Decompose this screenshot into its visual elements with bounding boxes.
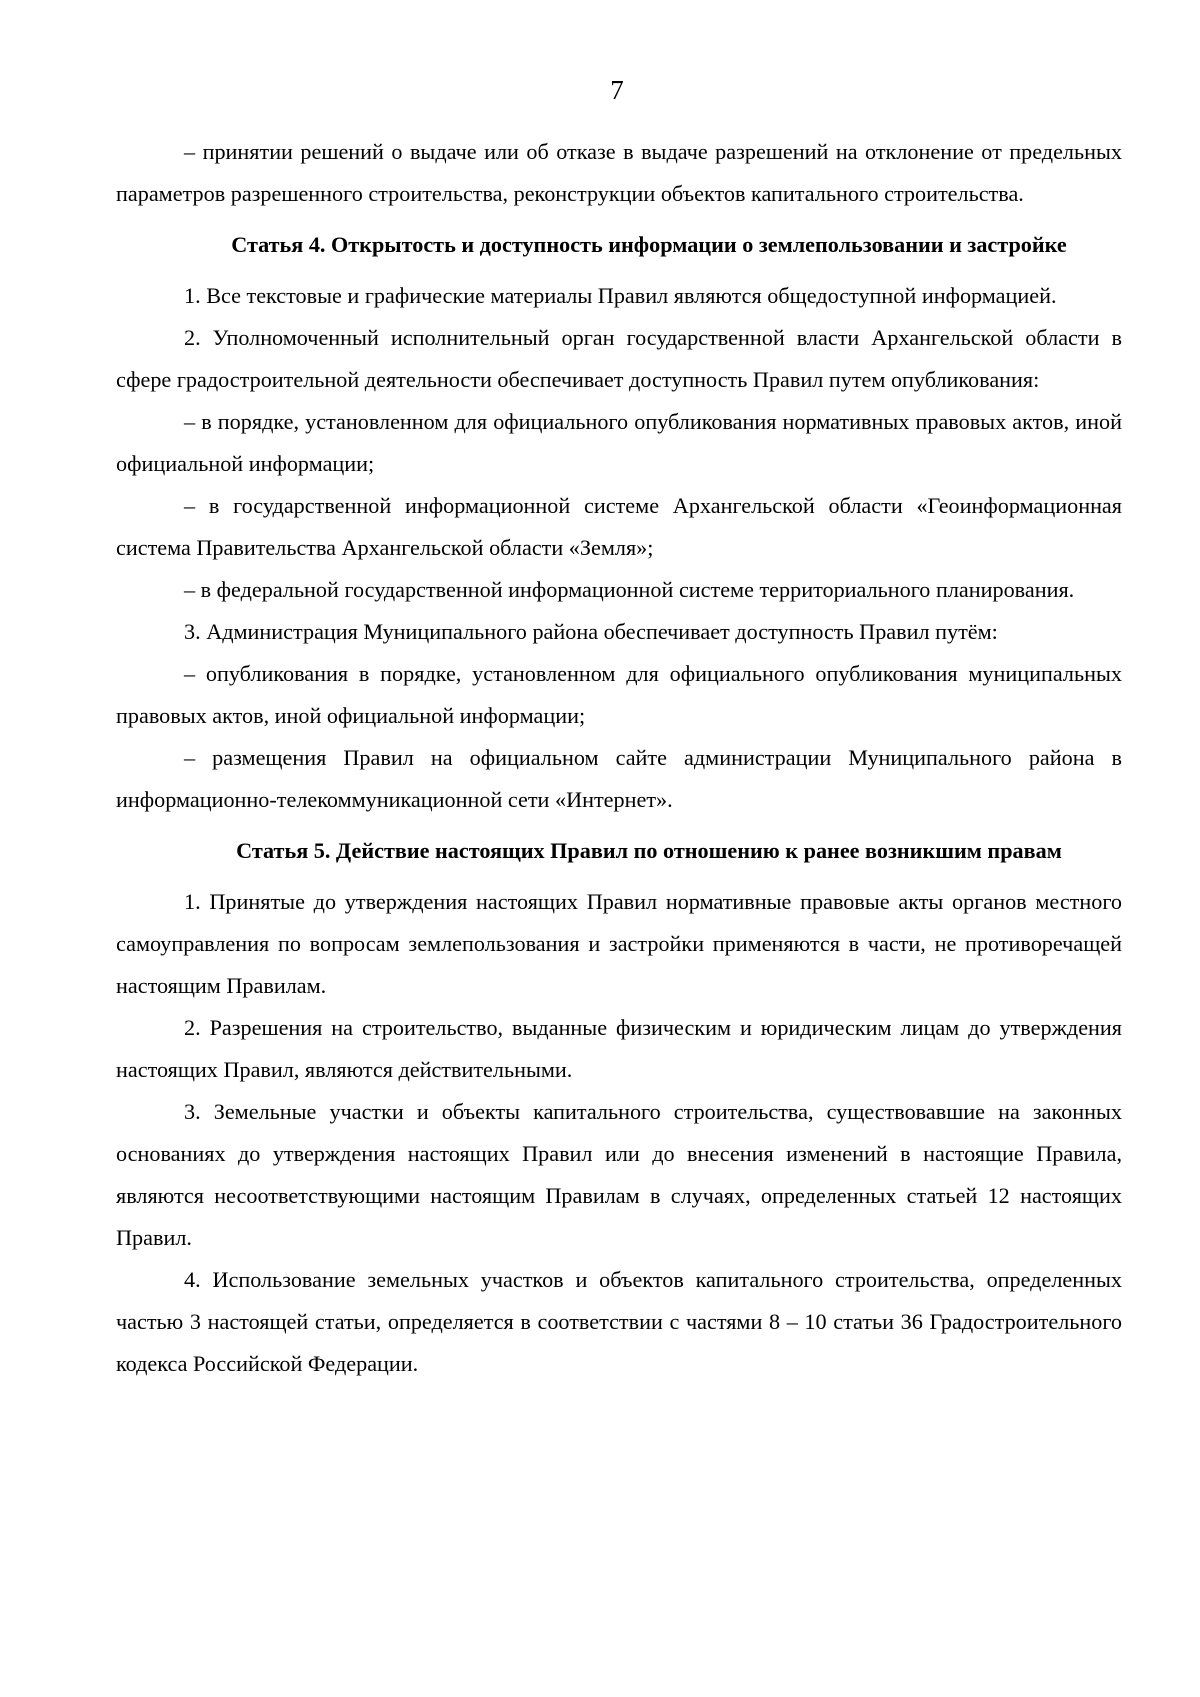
paragraph: 4. Использование земельных участков и объектов капитального строительства, определенных частью 3 настоящей статьи, определяется в соответствии с частями 8 – 10 статьи 36 Градостроительного кодекса Российской Федерации. xyxy=(116,1267,1122,1376)
list-item: – в порядке, установленном для официального опубликования нормативных правовых актов, иной официальной информации; xyxy=(116,409,1122,476)
article-heading: Статья 5. Действие настоящих Правил по отношению к ранее возникшим правам xyxy=(236,838,1062,863)
list-item: – в государственной информационной системе Архангельской области «Геоинформационная система Правительства Архангельской области «Земля»; xyxy=(116,493,1122,560)
article-heading: Статья 4. Открытость и доступность информации о землепользовании и застройке xyxy=(231,232,1067,257)
paragraph: 3. Администрация Муниципального района обеспечивает доступность Правил путём: xyxy=(184,619,998,644)
document-body xyxy=(116,131,1122,1385)
list-item: – в федеральной государственной информационной системе территориального планирования. xyxy=(184,577,1075,602)
paragraph: 1. Все текстовые и графические материалы Правил являются общедоступной информацией. xyxy=(184,283,1057,308)
paragraph: 2. Уполномоченный исполнительный орган государственной власти Архангельской области в сфере градостроительной деятельности обеспечивает доступность Правил путем опубликования: xyxy=(116,325,1122,392)
list-item: – опубликования в порядке, установленном для официального опубликования муниципальных правовых актов, иной официальной информации; xyxy=(116,661,1122,728)
paragraph: 1. Принятые до утверждения настоящих Правил нормативные правовые акты органов местного самоуправления по вопросам землепользования и застройки применяются в части, не противоречащей настоящим Правилам. xyxy=(116,889,1122,998)
paragraph: 2. Разрешения на строительство, выданные физическим и юридическим лицам до утверждения настоящих Правил, являются действительными. xyxy=(116,1015,1122,1082)
list-item: – размещения Правил на официальном сайте администрации Муниципального района в информационно-телекоммуникационной сети «Интернет». xyxy=(116,745,1122,812)
paragraph: – принятии решений о выдаче или об отказе в выдаче разрешений на отклонение от предельных параметров разрешенного строительства, реконструкции объектов капитального строительства. xyxy=(116,139,1122,206)
paragraph: 3. Земельные участки и объекты капитального строительства, существовавшие на законных основаниях до утверждения настоящих Правил или до внесения изменений в настоящие Правила, являются несоответствующими настоящим Правилам в случаях, определенных статьей 12 настоящих Правил. xyxy=(116,1099,1122,1250)
page-number: 7 xyxy=(610,75,624,105)
